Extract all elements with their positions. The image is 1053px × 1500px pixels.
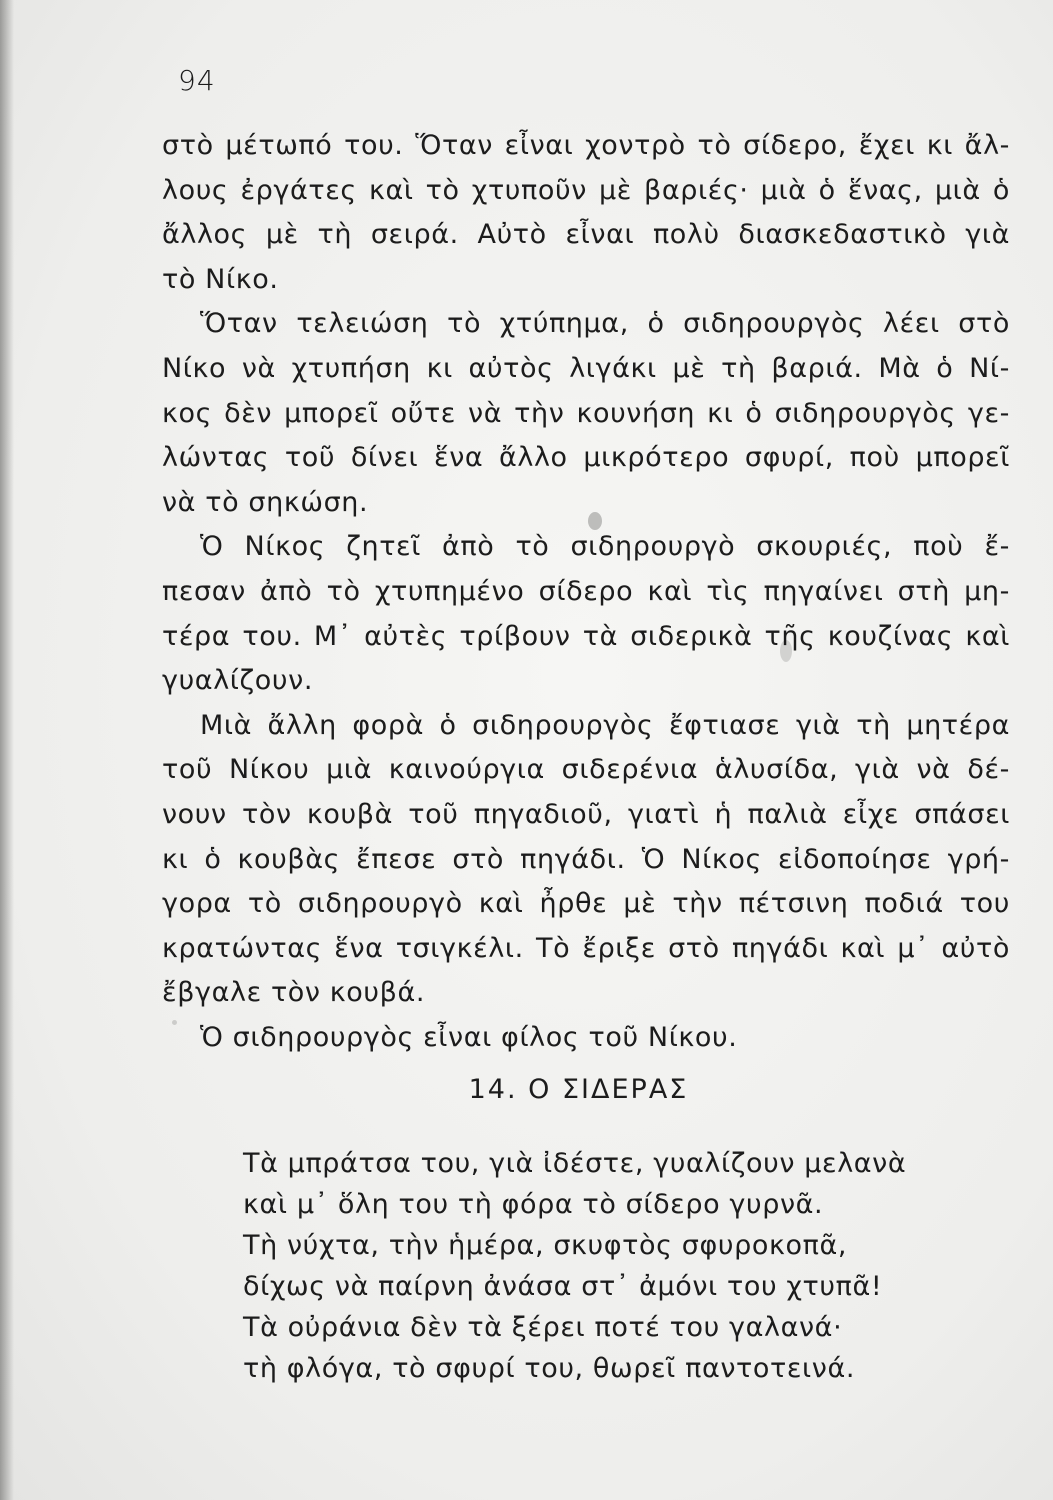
prose-line: στὸ μέτωπό του. Ὅταν εἶναι χοντρὸ τὸ σίδερο, ἔχει κι ἄλ- <box>162 130 1010 161</box>
prose-line: νὰ τὸ σηκώση. <box>162 486 369 518</box>
prose-line: ἔβγαλε τὸν κουβά. <box>162 977 426 1009</box>
prose-line: κος δὲν μπορεῖ οὔτε νὰ τὴν κουνήση κι ὁ σιδηρουργὸς γε- <box>162 397 1010 429</box>
prose-line: Ὅταν τελειώση τὸ χτύπημα, ὁ σιδηρουργὸς λέει στὸ <box>200 308 1010 340</box>
prose-line: λους ἐργάτες καὶ τὸ χτυποῦν μὲ βαριές· μιὰ ὁ ἕνας, μιὰ ὁ <box>162 174 1010 206</box>
page-number: 94 <box>178 64 216 97</box>
poem-line: Τὰ οὐράνια δὲν τὰ ξέρει ποτέ του γαλανά· <box>243 1312 843 1343</box>
prose-line: Ὁ σιδηρουργὸς εἶναι φίλος τοῦ Νίκου. <box>200 1021 738 1053</box>
prose-line: λώντας τοῦ δίνει ἕνα ἄλλο μικρότερο σφυρί, ποὺ μπορεῖ <box>162 442 1010 474</box>
prose-line: Μιὰ ἄλλη φορὰ ὁ σιδηρουργὸς ἔφτιασε γιὰ τὴ μητέρα <box>200 709 1010 741</box>
prose-line: Νίκο νὰ χτυπήση κι αὐτὸς λιγάκι μὲ τὴ βαριά. Μὰ ὁ Νί- <box>162 352 1010 384</box>
prose-line: πεσαν ἀπὸ τὸ χτυπημένο σίδερο καὶ τὶς πηγαίνει στὴ μη- <box>162 575 1010 607</box>
prose-line: γυαλίζουν. <box>162 665 314 697</box>
prose-line: τὸ Νίκο. <box>162 263 279 295</box>
prose-line: νουν τὸν κουβὰ τοῦ πηγαδιοῦ, γιατὶ ἡ παλιὰ εἶχε σπάσει <box>162 798 1010 830</box>
prose-line: ἄλλος μὲ τὴ σειρά. Αὐτὸ εἶναι πολὺ διασκεδαστικὸ γιὰ <box>162 219 1010 251</box>
poem-body <box>243 1143 1003 1389</box>
poem-line: καὶ μ᾽ ὅλη του τὴ φόρα τὸ σίδερο γυρνᾶ. <box>243 1189 824 1220</box>
prose-line: τέρα του. Μ᾽ αὐτὲς τρίβουν τὰ σιδερικὰ τῆς κουζίνας καὶ <box>162 620 1010 652</box>
poem-line: τὴ φλόγα, τὸ σφυρί του, θωρεῖ παντοτεινά. <box>243 1353 856 1384</box>
poem-line: Τὴ νύχτα, τὴν ἡμέρα, σκυφτὸς σφυροκοπᾶ, <box>243 1230 848 1261</box>
page-gutter-shadow <box>0 0 14 1500</box>
poem-line: Τὰ μπράτσα του, γιὰ ἰδέστε, γυαλίζουν μελανὰ <box>243 1148 907 1179</box>
prose-line: γορα τὸ σιδηρουργὸ καὶ ἦρθε μὲ τὴν πέτσινη ποδιά του <box>162 888 1010 920</box>
prose-line: τοῦ Νίκου μιὰ καινούργια σιδερένια ἁλυσίδα, γιὰ νὰ δέ- <box>162 754 1010 786</box>
prose-body <box>162 124 1010 1060</box>
section-heading: 14. Ο ΣΙΔΕΡΑΣ <box>468 1074 689 1105</box>
poem-line: δίχως νὰ παίρνη ἀνάσα στ᾽ ἀμόνι του χτυπᾶ! <box>243 1271 883 1302</box>
prose-line: Ὁ Νίκος ζητεῖ ἀπὸ τὸ σιδηρουργὸ σκουριές, ποὺ ἔ- <box>200 531 1010 563</box>
prose-line: κρατώντας ἕνα τσιγκέλι. Τὸ ἔριξε στὸ πηγάδι καὶ μ᾽ αὐτὸ <box>162 932 1010 964</box>
prose-line: κι ὁ κουβὰς ἔπεσε στὸ πηγάδι. Ὁ Νίκος εἰδοποίησε γρή- <box>162 843 1010 875</box>
